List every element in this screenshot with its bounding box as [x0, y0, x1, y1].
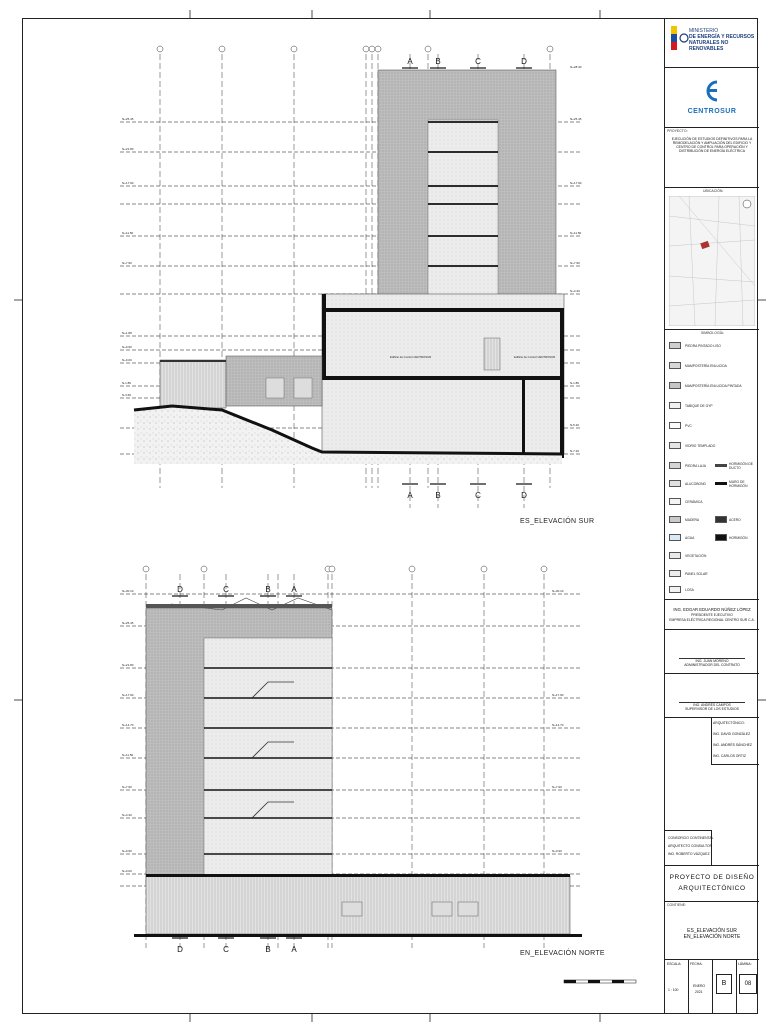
revision-box: B: [716, 974, 732, 994]
company-name: CENTROSUR: [687, 108, 737, 115]
date-year: 2021: [695, 990, 703, 994]
north-top-axis-C: C: [223, 585, 229, 594]
legend-cell: SIMBOLOGÍA: PIEDRA PINTADO LISO MAMPOSTERÍA ENLUCIDA MAMPOSTERÍA ENLUCIDA PINTADA TABIQUE DE GYP PVC VIDRIO TEMPLADO PIEDRA LAJA ALUCOBOND CERÁMICA MADERA AGUA VEGETACIÓN PANEL SOLAR LOSA HORMIGÓN DE DUCTO MURO DE HORMIGÓN ACERO HORMIGÓN: [665, 330, 759, 600]
signer-company: EMPRESA ELÉCTRICA REGIONAL CENTRO SUR C.A.: [669, 618, 755, 622]
legend-item: MAMPOSTERÍA ENLUCIDA: [685, 364, 727, 368]
south-top-axis-B: B: [435, 57, 441, 66]
south-top-axis-C: C: [475, 57, 481, 66]
svg-text:N+7.90: N+7.90: [122, 785, 132, 789]
svg-text:N+21.80: N+21.80: [122, 147, 134, 151]
svg-text:N-7.20: N-7.20: [570, 449, 580, 453]
svg-text:N+14.70: N+14.70: [122, 723, 134, 727]
south-top-axis-A: A: [407, 57, 413, 66]
south-bottom-axis-D: D: [521, 491, 527, 500]
team-member: ING. CARLOS ORTIZ: [713, 754, 746, 758]
north-elevation: [120, 566, 636, 983]
title-block: [664, 18, 758, 1014]
south-elevation: [120, 46, 582, 508]
svg-text:N+0.90: N+0.90: [122, 849, 132, 853]
legend-item: PANEL SOLAR: [685, 572, 708, 576]
svg-text:N-1.80: N-1.80: [122, 381, 132, 385]
sheet-title-line1: ES_ELEVACIÓN SUR: [687, 928, 737, 934]
south-bottom-axis-C: C: [475, 491, 481, 500]
legend-item: PIEDRA LAJA: [685, 464, 706, 468]
svg-text:N-3.60: N-3.60: [122, 393, 132, 397]
svg-text:N+1.88: N+1.88: [122, 331, 132, 335]
svg-text:N+4.30: N+4.30: [570, 289, 580, 293]
legend-item: LOSA: [685, 588, 694, 592]
signer-role: SUPERVISOR DE LOS ESTUDIOS: [685, 707, 739, 711]
team-member: ARQUITECTÓNICO:: [713, 721, 745, 725]
svg-text:N+28.30: N+28.30: [570, 65, 582, 69]
south-top-axis-D: D: [521, 57, 527, 66]
signer-name: ING. EDGAR EDUARDO NÚÑEZ LÓPEZ: [673, 607, 751, 612]
svg-text:N+30.10: N+30.10: [122, 589, 134, 593]
svg-text:N+0.00: N+0.00: [122, 869, 132, 873]
north-bottom-axis-B: B: [265, 945, 271, 954]
north-elevation-label: EN_ELEVACIÓN NORTE: [520, 950, 605, 957]
south-bottom-axis-B: B: [435, 491, 441, 500]
svg-text:N+0.00: N+0.00: [122, 358, 132, 362]
signer-president-cell: [665, 600, 759, 630]
signer-name: ING. ANDRÉS CAMPOS: [679, 702, 745, 707]
signer-role: ADMINISTRADOR DEL CONTRATO: [684, 663, 740, 667]
legend-item: VIDRIO TEMPLADO: [685, 444, 716, 448]
legend-item: MAMPOSTERÍA ENLUCIDA PINTADA: [685, 384, 742, 388]
sheet-number: 08: [739, 974, 757, 994]
svg-text:N+7.90: N+7.90: [570, 261, 580, 265]
north-top-axis-A: A: [291, 585, 297, 594]
svg-text:N+17.90: N+17.90: [122, 693, 134, 697]
design-title-line2: ARQUITECTÓNICO: [678, 885, 746, 892]
legend-item: MADERA: [685, 518, 700, 522]
south-note-2: Edificio de Control CENTROSUR: [514, 355, 556, 359]
company-cell: [665, 68, 759, 128]
project-text: EJECUCIÓN DE ESTUDIOS DEFINITIVOS PARA LA REMODELACIÓN Y AMPLIACIÓN DEL EDIFICIO Y CENTRO DE CONTROL PARA OPERACIÓN Y DISTRIBUCIÓN DE ENERGÍA ELÉCTRICA: [671, 137, 753, 153]
svg-text:N+11.50: N+11.50: [570, 231, 582, 235]
legend-right-item: ACERO: [729, 518, 741, 522]
svg-text:N+4.30: N+4.30: [122, 813, 132, 817]
team-cell: [665, 718, 759, 866]
svg-text:N+17.90: N+17.90: [122, 181, 134, 185]
project-cell: PROYECTO: EJECUCIÓN DE ESTUDIOS DEFINITIVOS PARA LA REMODELACIÓN Y AMPLIACIÓN DEL EDIFICIO Y CENTRO DE CONTROL PARA OPERACIÓN Y DISTRIBUCIÓN DE ENERGÍA ELÉCTRICA: [665, 128, 759, 188]
svg-text:N+21.80: N+21.80: [122, 663, 134, 667]
legend-right-item: HORMIGÓN DE DUCTO: [729, 462, 753, 470]
legend-item: PIEDRA PINTADO LISO: [685, 344, 721, 348]
north-top-axis-D: D: [177, 585, 183, 594]
svg-text:N+11.50: N+11.50: [122, 753, 134, 757]
svg-text:N+7.90: N+7.90: [122, 261, 132, 265]
scale-bar: [564, 980, 636, 983]
design-title-line1: PROYECTO DE DISEÑO: [669, 874, 755, 881]
svg-text:N+17.90: N+17.90: [570, 181, 582, 185]
svg-text:N+11.50: N+11.50: [122, 231, 134, 235]
signer-role: PRESIDENTE EJECUTIVO: [691, 613, 733, 617]
north-bottom-axis-A: A: [291, 945, 297, 954]
north-bottom-axis-C: C: [223, 945, 229, 954]
svg-text:N+17.90: N+17.90: [552, 693, 564, 697]
svg-text:N+25.45: N+25.45: [122, 117, 134, 121]
legend-item: TABIQUE DE GYP: [685, 404, 713, 408]
ministry-name: MINISTERIO DE ENERGÍA Y RECURSOS NATURALES NO RENOVABLES: [689, 28, 755, 52]
location-cell: UBICACIÓN:: [665, 188, 759, 330]
legend-item: VEGETACIÓN: [685, 554, 707, 558]
footer-cell: ESCALA: 1 : 100 FECHA: ENERO 2021 B LÁMINA: 08: [665, 960, 759, 1014]
svg-text:N+30.10: N+30.10: [552, 589, 564, 593]
elevations-svg: [22, 18, 664, 1014]
svg-text:N+25.45: N+25.45: [122, 621, 134, 625]
consultant-name: CONSORCIO CONTINENTAL: [668, 836, 714, 840]
signer-administrator-cell: [665, 630, 759, 674]
ministry-logo-icon: [671, 26, 689, 50]
legend-right-item: HORMIGÓN: [729, 536, 748, 540]
legend-item: ALUCOBOND: [685, 482, 706, 486]
date-month: ENERO: [693, 984, 706, 988]
svg-text:N+7.90: N+7.90: [552, 785, 562, 789]
consultant-role: ARQUITECTO CONSULTOR: [668, 844, 713, 848]
contains-cell: CONTIENE: ES_ELEVACIÓN SUR EN_ELEVACIÓN NORTE: [665, 902, 759, 960]
svg-text:N+0.90: N+0.90: [122, 345, 132, 349]
legend-item: CERÁMICA: [685, 500, 703, 504]
svg-text:N-1.80: N-1.80: [570, 381, 580, 385]
scale-value: 1 : 100: [668, 988, 679, 992]
legend-right-item: MURO DE HORMIGÓN: [729, 480, 748, 488]
team-member: ING. DAVID GONZÁLEZ: [713, 732, 751, 736]
legend-item: AGUA: [685, 536, 695, 540]
south-bottom-axis-A: A: [407, 491, 413, 500]
north-top-axis-B: B: [265, 585, 271, 594]
ministry-cell: [665, 18, 759, 68]
north-bottom-axis-D: D: [177, 945, 183, 954]
signer-name: ING. JUAN MORENO: [679, 658, 745, 663]
location-map: [669, 196, 755, 326]
south-note-1: Edificio de Control CENTROSUR: [390, 355, 432, 359]
centrosur-logo-icon: [701, 78, 723, 104]
signer-supervisor-cell: [665, 674, 759, 718]
svg-text:N+0.90: N+0.90: [552, 849, 562, 853]
consultant-person: ING. ROBERTO VÁZQUEZ: [668, 852, 710, 856]
legend-item: PVC: [685, 424, 692, 428]
svg-text:N+14.70: N+14.70: [552, 723, 564, 727]
south-elevation-label: ES_ELEVACIÓN SUR: [520, 518, 595, 525]
drawing-area: [22, 18, 664, 1014]
sheet-title-line2: EN_ELEVACIÓN NORTE: [683, 934, 741, 940]
svg-text:N+25.45: N+25.45: [570, 117, 582, 121]
svg-text:N-5.40: N-5.40: [570, 423, 580, 427]
team-member: ING. ANDRÉS SÁNCHEZ: [713, 743, 752, 747]
design-title-cell: [665, 866, 759, 902]
